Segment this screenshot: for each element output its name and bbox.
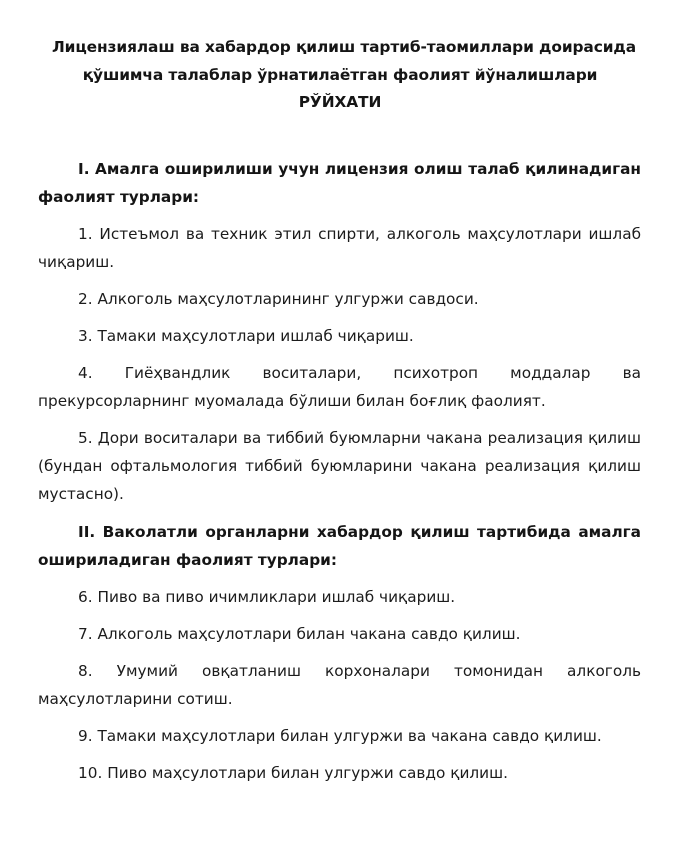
list-item: 4. Гиёҳвандлик воситалари, психотроп моддалар ва прекурсорларнинг муомалада бўлиши билан боғлиқ фаолият. — [38, 363, 641, 410]
section-1 — [38, 155, 641, 508]
list-item: 3. Тамаки маҳсулотлари ишлаб чиқариш. — [78, 326, 414, 345]
list-item: 8. Умумий овқатланиш корхоналари томонидан алкоголь маҳсулотларини сотиш. — [38, 661, 641, 708]
spacer — [38, 713, 641, 722]
spacer — [38, 276, 641, 285]
document-body — [0, 155, 680, 857]
spacer — [38, 508, 641, 518]
list-item: 10. Пиво маҳсулотлари билан улгуржи савдо қилиш. — [78, 763, 508, 782]
list-item: 1. Истеъмол ва техник этил спирти, алкоголь маҳсулотлари ишлаб чиқариш. — [38, 224, 641, 271]
page-title-line-2: қўшимча талаблар ўрнатилаётган фаолият йўналишлари — [82, 65, 598, 84]
list-item: 2. Алкоголь маҳсулотларининг улгуржи савдоси. — [78, 289, 479, 308]
page-title-line-3: РЎЙХАТИ — [298, 93, 382, 111]
spacer — [0, 117, 680, 155]
list-item: 6. Пиво ва пиво ичимликлари ишлаб чиқариш. — [78, 587, 456, 606]
list-item: 7. Алкоголь маҳсулотлари билан чакана савдо қилиш. — [78, 624, 521, 643]
spacer — [38, 787, 641, 857]
page-title-line-1: Лицензиялаш ва хабардор қилиш тартиб-таомиллари доирасида — [52, 38, 637, 56]
page-title — [0, 0, 680, 117]
spacer — [38, 574, 641, 583]
section-2 — [38, 518, 641, 787]
spacer — [38, 350, 641, 359]
spacer — [38, 611, 641, 620]
spacer — [38, 750, 641, 759]
spacer — [38, 313, 641, 322]
section-2-heading: II. Ваколатли органларни хабардор қилиш тартибида амалга ошириладиган фаолият турлари: — [38, 522, 641, 569]
spacer — [38, 211, 641, 220]
section-1-heading: I. Амалга оширилиши учун лицензия олиш талаб қилинадиган фаолият турлари: — [38, 159, 641, 206]
spacer — [38, 415, 641, 424]
list-item: 9. Тамаки маҳсулотлари билан улгуржи ва чакана савдо қилиш. — [78, 726, 602, 745]
list-item: 5. Дори воситалари ва тиббий буюмларни чакана реализация қилиш (бундан офтальмология тиббий буюмларини чакана реализация қилиш мустасно). — [38, 428, 641, 503]
spacer — [38, 648, 641, 657]
